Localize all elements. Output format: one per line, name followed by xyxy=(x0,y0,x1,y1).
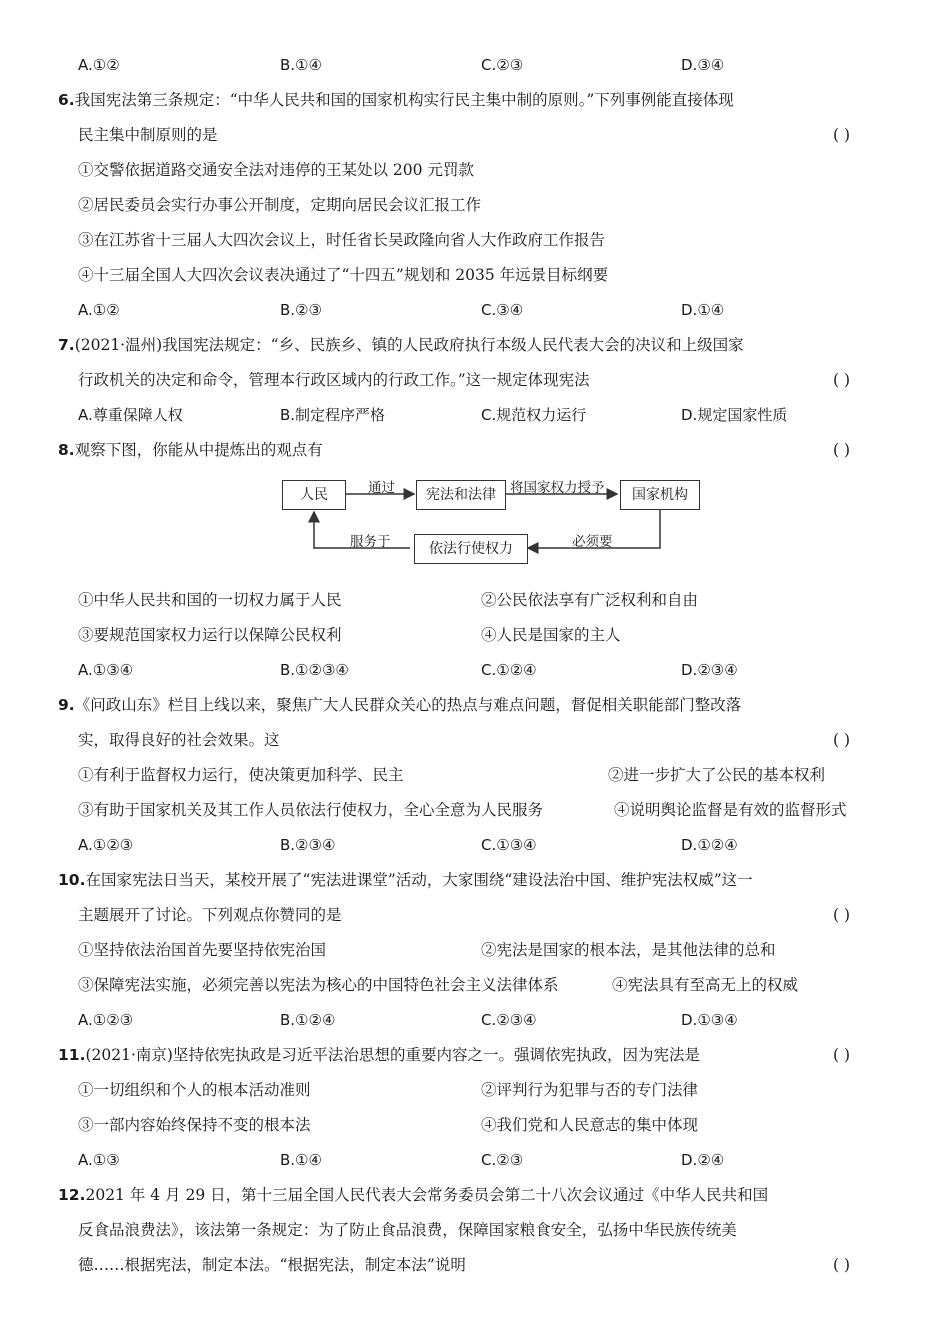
q9-statement-4: ④说明舆论监督是有效的监督形式 xyxy=(614,801,847,819)
q10-number: 10. xyxy=(58,871,86,889)
label-serve: 服务于 xyxy=(350,534,391,550)
q9-option-a[interactable]: A.①②③ xyxy=(78,836,134,854)
q6-stem1: 我国宪法第三条规定：“中华人民共和国的国家机构实行民主集中制的原则。”下列事例能直接体现 xyxy=(74,91,734,109)
q11-stem-line1 xyxy=(58,1042,700,1068)
q12-answer-paren[interactable]: ( ) xyxy=(833,1256,851,1274)
q6-option-a[interactable]: A.①② xyxy=(78,301,120,319)
q7-stem1: (2021·温州)我国宪法规定：“乡、民族乡、镇的人民政府执行本级人民代表大会的决议和上级国家 xyxy=(74,336,744,354)
q9-statement-3: ③有助于国家机关及其工作人员依法行使权力，全心全意为人民服务 xyxy=(78,801,544,819)
q9-stem-line1 xyxy=(58,692,741,718)
q9-option-c[interactable]: C.①③④ xyxy=(481,836,537,854)
q10-option-a[interactable]: A.①②③ xyxy=(78,1011,134,1029)
q10-stem1: 在国家宪法日当天，某校开展了“宪法进课堂”活动，大家围绕“建设法治中国、维护宪法权威”这一 xyxy=(85,871,753,889)
q12-stem-line1 xyxy=(58,1182,768,1208)
q5-option-b[interactable]: B.①④ xyxy=(280,56,322,74)
q11-statement-1: ①一切组织和个人的根本活动准则 xyxy=(78,1081,311,1099)
q8-number: 8. xyxy=(58,441,75,459)
q10-statement-4: ④宪法具有至高无上的权威 xyxy=(612,976,799,994)
box-exercise-power: 依法行使权力 xyxy=(414,534,528,564)
box-constitution-law: 宪法和法律 xyxy=(416,480,506,510)
q9-option-d[interactable]: D.①②④ xyxy=(681,836,738,854)
q12-stem3: 德……根据宪法，制定本法。“根据宪法，制定本法”说明 xyxy=(78,1256,466,1274)
q10-statement-1: ①坚持依法治国首先要坚持依宪治国 xyxy=(78,941,327,959)
q9-stem1: 《问政山东》栏目上线以来，聚焦广大人民群众关心的热点与难点问题，督促相关职能部门整改落 xyxy=(74,696,742,714)
q9-statement-1: ①有利于监督权力运行，使决策更加科学、民主 xyxy=(78,766,404,784)
q10-stem-line1 xyxy=(58,867,753,893)
q6-stem-line1 xyxy=(58,87,734,113)
q6-option-b[interactable]: B.②③ xyxy=(280,301,322,319)
q8-option-d[interactable]: D.②③④ xyxy=(681,661,738,679)
q10-option-d[interactable]: D.①③④ xyxy=(681,1011,738,1029)
q9-answer-paren[interactable]: ( ) xyxy=(833,731,851,749)
q8-option-c[interactable]: C.①②④ xyxy=(481,661,537,679)
q11-statement-4: ④我们党和人民意志的集中体现 xyxy=(481,1116,699,1134)
q8-statement-1: ①中华人民共和国的一切权力属于人民 xyxy=(78,591,342,609)
q8-answer-paren[interactable]: ( ) xyxy=(833,441,851,459)
box-state-organ: 国家机构 xyxy=(620,480,700,510)
q11-option-d[interactable]: D.②④ xyxy=(681,1151,725,1169)
q11-answer-paren[interactable]: ( ) xyxy=(833,1046,851,1064)
q6-answer-paren[interactable]: ( ) xyxy=(833,126,851,144)
q6-statement-4: ④十三届全国人大四次会议表决通过了“十四五”规划和 2035 年远景目标纲要 xyxy=(78,266,609,284)
q10-option-c[interactable]: C.②③④ xyxy=(481,1011,537,1029)
q12-stem1: 2021 年 4 月 29 日，第十三届全国人民代表大会常务委员会第二十八次会议通过《中华人民共和国 xyxy=(85,1186,769,1204)
q11-option-c[interactable]: C.②③ xyxy=(481,1151,524,1169)
q8-stem-line1 xyxy=(58,437,323,463)
q10-option-b[interactable]: B.①②④ xyxy=(280,1011,336,1029)
q12-number: 12. xyxy=(58,1186,86,1204)
q7-stem-line1 xyxy=(58,332,744,358)
q10-stem2: 主题展开了讨论。下列观点你赞同的是 xyxy=(78,906,342,924)
q8-statement-3: ③要规范国家权力运行以保障公民权利 xyxy=(78,626,342,644)
q5-option-d[interactable]: D.③④ xyxy=(681,56,725,74)
q5-option-c[interactable]: C.②③ xyxy=(481,56,524,74)
q7-answer-paren[interactable]: ( ) xyxy=(833,371,851,389)
q10-answer-paren[interactable]: ( ) xyxy=(833,906,851,924)
q6-statement-1: ①交警依据道路交通安全法对违停的王某处以 200 元罚款 xyxy=(78,161,474,179)
q7-option-a[interactable]: A.尊重保障人权 xyxy=(78,406,183,424)
q6-statement-2: ②居民委员会实行办事公开制度，定期向居民会议汇报工作 xyxy=(78,196,482,214)
q9-number: 9. xyxy=(58,696,75,714)
q11-option-a[interactable]: A.①③ xyxy=(78,1151,120,1169)
q8-statement-2: ②公民依法享有广泛权利和自由 xyxy=(481,591,699,609)
q6-option-d[interactable]: D.①④ xyxy=(681,301,725,319)
q11-statement-3: ③一部内容始终保持不变的根本法 xyxy=(78,1116,311,1134)
label-grant-power: 将国家权力授予 xyxy=(510,480,605,496)
q12-stem2: 反食品浪费法》，该法第一条规定：为了防止食品浪费，保障国家粮食安全，弘扬中华民族传统美 xyxy=(78,1221,737,1239)
q6-number: 6. xyxy=(58,91,75,109)
q9-stem2: 实，取得良好的社会效果。这 xyxy=(78,731,280,749)
q11-statement-2: ②评判行为犯罪与否的专门法律 xyxy=(481,1081,699,1099)
label-must: 必须要 xyxy=(572,534,613,550)
q6-statement-3: ③在江苏省十三届人大四次会议上，时任省长吴政隆向省人大作政府工作报告 xyxy=(78,231,606,249)
q8-statement-4: ④人民是国家的主人 xyxy=(481,626,621,644)
q11-number: 11. xyxy=(58,1046,86,1064)
q7-stem2: 行政机关的决定和命令，管理本行政区域内的行政工作。”这一规定体现宪法 xyxy=(78,371,590,389)
q7-option-b[interactable]: B.制定程序严格 xyxy=(280,406,386,424)
q6-stem2: 民主集中制原则的是 xyxy=(78,126,218,144)
q8-flow-diagram xyxy=(282,472,688,564)
q8-option-a[interactable]: A.①③④ xyxy=(78,661,134,679)
label-through: 通过 xyxy=(368,480,395,496)
q11-stem1: (2021·南京)坚持依宪执政是习近平法治思想的重要内容之一。强调依宪执政，因为宪法是 xyxy=(85,1046,700,1064)
q5-option-a[interactable]: A.①② xyxy=(78,56,120,74)
q8-option-b[interactable]: B.①②③④ xyxy=(280,661,349,679)
q11-option-b[interactable]: B.①④ xyxy=(280,1151,322,1169)
q7-option-c[interactable]: C.规范权力运行 xyxy=(481,406,587,424)
q6-option-c[interactable]: C.③④ xyxy=(481,301,524,319)
q7-option-d[interactable]: D.规定国家性质 xyxy=(681,406,788,424)
q7-number: 7. xyxy=(58,336,75,354)
q8-stem1: 观察下图，你能从中提炼出的观点有 xyxy=(74,441,323,459)
q10-statement-3: ③保障宪法实施，必须完善以宪法为核心的中国特色社会主义法律体系 xyxy=(78,976,559,994)
q9-statement-2: ②进一步扩大了公民的基本权利 xyxy=(608,766,826,784)
q10-statement-2: ②宪法是国家的根本法，是其他法律的总和 xyxy=(481,941,776,959)
q9-option-b[interactable]: B.②③④ xyxy=(280,836,336,854)
box-people: 人民 xyxy=(282,480,346,510)
